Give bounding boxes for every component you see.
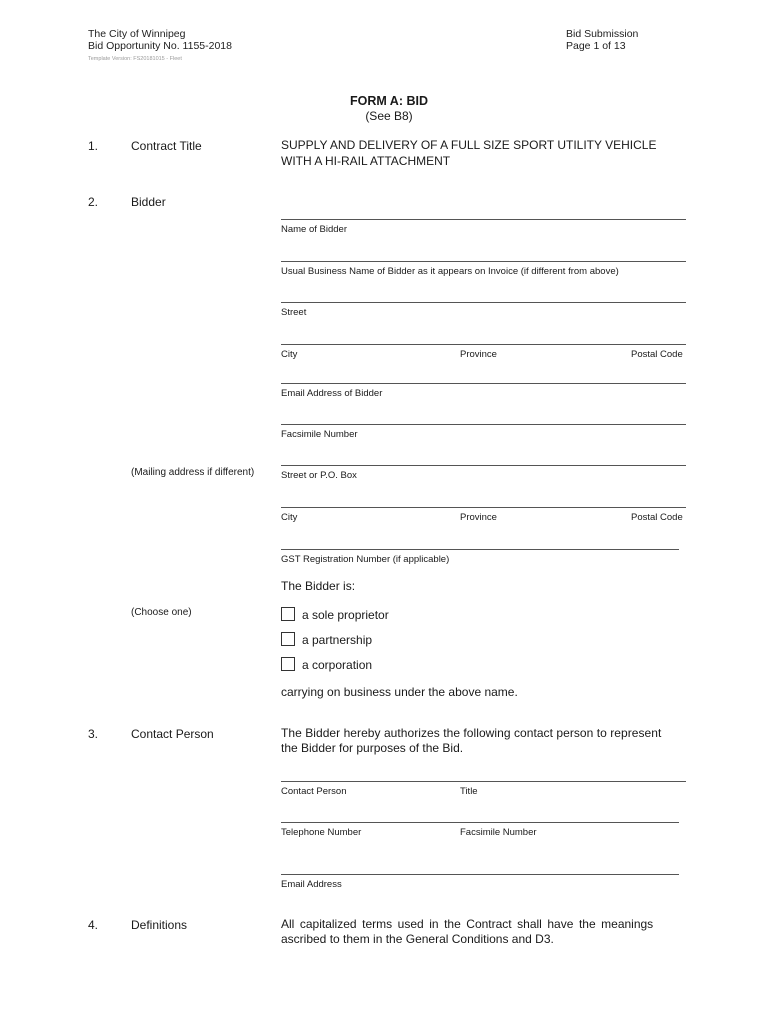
bidder-name-label: Name of Bidder: [281, 224, 348, 235]
contact-email-label: Email Address: [281, 879, 342, 890]
bidder-fax-label: Facsimile Number: [281, 429, 358, 440]
city-province-postal-field[interactable]: [281, 344, 686, 345]
bidder-is-heading: The Bidder is:: [281, 579, 356, 593]
corporation-label: a corporation: [302, 658, 373, 672]
usual-name-field[interactable]: [281, 261, 686, 262]
section-2-number: 2.: [88, 195, 99, 209]
definitions-line-2: ascribed to them in the General Conditions and D3.: [281, 932, 554, 946]
header-page: Page 1 of 13: [566, 40, 626, 52]
city-label: City: [281, 349, 298, 360]
definitions-line-1: All capitalized terms used in the Contract shall have the meanings: [281, 917, 654, 931]
contact-phone-fax-field[interactable]: [281, 822, 679, 823]
section-3-number: 3.: [88, 727, 99, 741]
header-section: Bid Submission: [566, 28, 639, 40]
mailing-street-label: Street or P.O. Box: [281, 470, 357, 481]
section-3-label: Contact Person: [131, 727, 214, 741]
bidder-fax-field[interactable]: [281, 424, 686, 425]
partnership-checkbox[interactable]: [281, 632, 295, 646]
mailing-postal-code-label: Postal Code: [631, 512, 683, 523]
partnership-label: a partnership: [302, 633, 373, 647]
header-org: The City of Winnipeg: [88, 28, 186, 40]
contact-authorization-line-2: the Bidder for purposes of the Bid.: [281, 741, 464, 755]
gst-number-label: GST Registration Number (if applicable): [281, 554, 450, 565]
section-1-label: Contract Title: [131, 139, 202, 153]
contact-person-label: Contact Person: [281, 786, 347, 797]
mailing-street-field[interactable]: [281, 465, 686, 466]
section-4-number: 4.: [88, 918, 99, 932]
contract-title-line-1: SUPPLY AND DELIVERY OF A FULL SIZE SPORT UTILITY VEHICLE: [281, 138, 657, 152]
section-2-label: Bidder: [131, 195, 166, 209]
gst-number-field[interactable]: [281, 549, 679, 550]
header-template-version: Template Version: FS20181015 - Fleet: [88, 56, 182, 62]
contact-person-title-field[interactable]: [281, 781, 686, 782]
bidder-name-field[interactable]: [281, 219, 686, 220]
mailing-city-label: City: [281, 512, 298, 523]
section-4-label: Definitions: [131, 918, 188, 932]
bidder-email-label: Email Address of Bidder: [281, 388, 383, 399]
contact-phone-label: Telephone Number: [281, 827, 362, 838]
form-subtitle: (See B8): [365, 109, 413, 123]
street-field[interactable]: [281, 302, 686, 303]
choose-one-note: (Choose one): [131, 607, 192, 618]
contract-title-line-2: WITH A HI-RAIL ATTACHMENT: [281, 154, 451, 168]
header-bid-number: Bid Opportunity No. 1155-2018: [88, 40, 232, 52]
street-label: Street: [281, 307, 307, 318]
mailing-province-label: Province: [460, 512, 497, 523]
contact-authorization-line-1: The Bidder hereby authorizes the following contact person to represent: [281, 726, 662, 740]
form-title: FORM A: BID: [350, 94, 428, 108]
contact-email-field[interactable]: [281, 874, 679, 875]
postal-code-label: Postal Code: [631, 349, 683, 360]
bidder-email-field[interactable]: [281, 383, 686, 384]
mailing-address-note: (Mailing address if different): [131, 467, 255, 478]
mailing-city-province-postal-field[interactable]: [281, 507, 686, 508]
sole-proprietor-label: a sole proprietor: [302, 608, 389, 622]
section-1-number: 1.: [88, 139, 99, 153]
contact-title-label: Title: [460, 786, 478, 797]
corporation-checkbox[interactable]: [281, 657, 295, 671]
usual-name-label: Usual Business Name of Bidder as it appears on Invoice (if different from above): [281, 266, 619, 277]
sole-proprietor-checkbox[interactable]: [281, 607, 295, 621]
carrying-on-text: carrying on business under the above name.: [281, 685, 518, 699]
province-label: Province: [460, 349, 497, 360]
contact-fax-label: Facsimile Number: [460, 827, 537, 838]
